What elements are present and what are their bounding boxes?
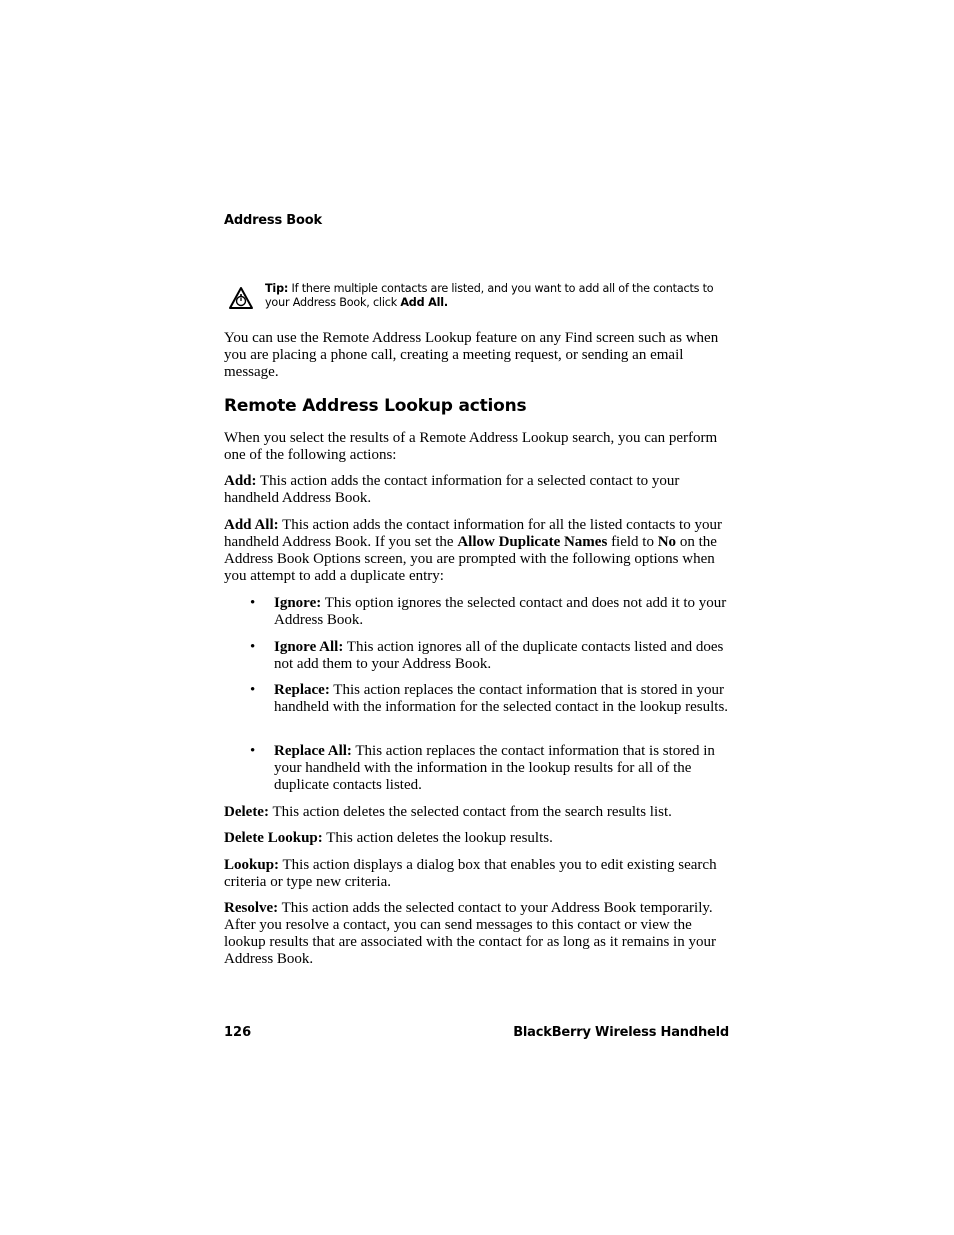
delete-lookup-text: This action deletes the lookup results. <box>322 830 553 846</box>
lookup-text: This action displays a dialog box that enables you to edit existing search criteria or type new criteria. <box>224 857 717 890</box>
bullet-text: This action replaces the contact information that is stored in your handheld with the information in the lookup results for all of the duplicate contacts listed. <box>274 743 715 793</box>
allow-duplicate-names-field: Allow Duplicate Names <box>457 534 608 550</box>
delete-text: This action deletes the selected contact from the search results list. <box>268 804 672 820</box>
resolve-term: Resolve: <box>224 900 279 916</box>
resolve-text: This action adds the selected contact to your Address Book temporarily. After you resolve a contact, you can send messages to this contact or view the lookup results that are associated with the contact for as long as it remains in your Address Book. <box>224 900 716 967</box>
add-all-paragraph <box>224 517 732 585</box>
bullet-marker: • <box>250 639 256 655</box>
section-heading: Remote Address Lookup actions <box>224 396 527 416</box>
add-paragraph <box>224 473 732 507</box>
running-head: Address Book <box>224 213 322 228</box>
no-value: No <box>657 534 677 550</box>
add-all-text-2: field to <box>607 534 658 550</box>
tip-label: Tip: <box>265 282 289 295</box>
stopwatch-warning-icon <box>228 286 254 310</box>
bullet-term: Replace: <box>274 682 330 698</box>
page-number: 126 <box>224 1025 252 1040</box>
tip-text <box>265 282 735 310</box>
lookup-paragraph <box>224 857 732 891</box>
book-title: BlackBerry Wireless Handheld <box>513 1025 729 1040</box>
delete-term: Delete: <box>224 804 269 820</box>
resolve-paragraph <box>224 900 732 968</box>
bullet-text: This option ignores the selected contact and does not add it to your Address Book. <box>274 595 727 628</box>
bullet-text: This action replaces the contact information that is stored in your handheld with the information for the selected contact in the lookup results. <box>274 682 729 715</box>
lookup-term: Lookup: <box>224 857 280 873</box>
add-all-text-3: on the Address Book Options screen, you are prompted with the following options when you attempt to add a duplicate entry: <box>224 534 717 584</box>
add-all-term: Add All: <box>224 517 279 533</box>
bullet-term: Replace All: <box>274 743 352 759</box>
add-all-text-1: This action adds the contact information for all the listed contacts to your handheld Address Book. If you set the <box>224 517 722 550</box>
delete-paragraph <box>224 804 732 821</box>
add-text: This action adds the contact information for a selected contact to your handheld Address Book. <box>224 473 680 506</box>
add-term: Add: <box>224 473 257 489</box>
tip-action: Add All. <box>400 296 448 309</box>
bullet-text: This action ignores all of the duplicate contacts listed and does not add them to your Address Book. <box>274 639 724 672</box>
intro-paragraph: You can use the Remote Address Lookup feature on any Find screen such as when you are placing a phone call, creating a meeting request, or sending an email message. <box>224 330 719 380</box>
delete-lookup-paragraph <box>224 830 732 847</box>
bullet-marker: • <box>250 595 256 611</box>
bullet-term: Ignore: <box>274 595 322 611</box>
tip-body: If there multiple contacts are listed, and you want to add all of the contacts to your Address Book, click <box>265 282 714 309</box>
lead-paragraph: When you select the results of a Remote Address Lookup search, you can perform one of the following actions: <box>224 430 718 463</box>
delete-lookup-term: Delete Lookup: <box>224 830 323 846</box>
bullet-term: Ignore All: <box>274 639 344 655</box>
bullet-marker: • <box>250 682 256 698</box>
bullet-marker: • <box>250 743 256 759</box>
